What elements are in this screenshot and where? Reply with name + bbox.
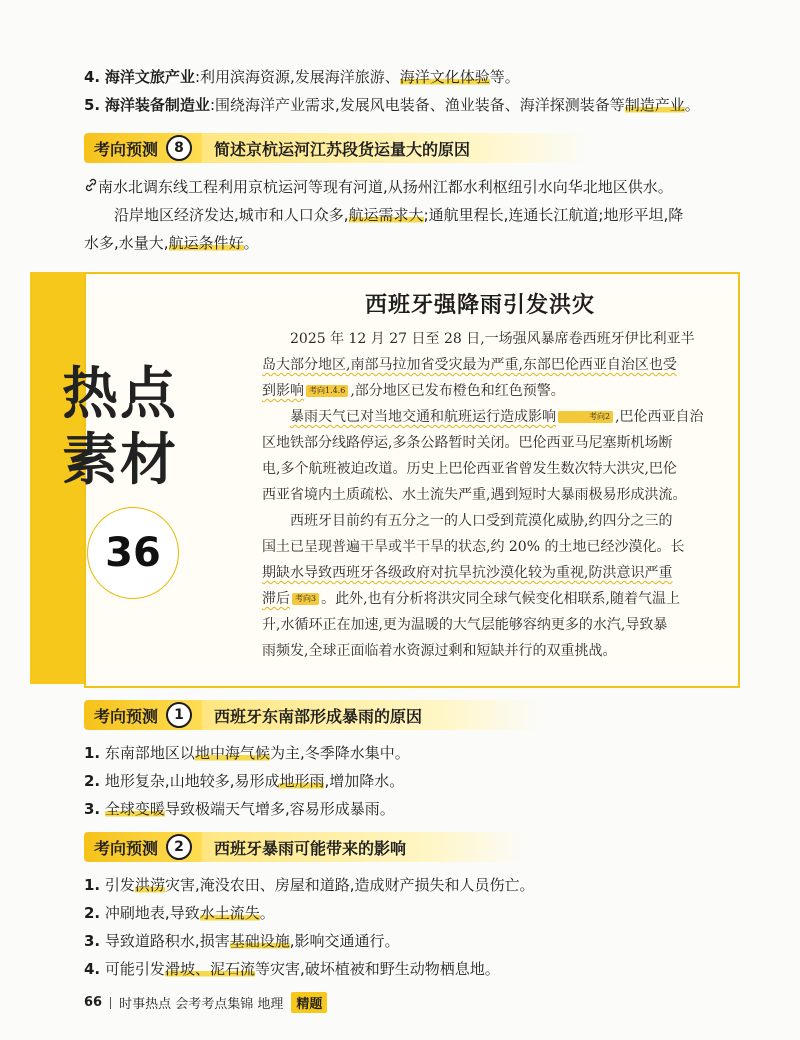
hot-line: 。此外,也有分析将洪灾同全球气候变化相联系,随着气温上: [321, 591, 680, 607]
item-4-colon: :: [194, 68, 200, 86]
item-5-highlight: 制造产业: [624, 96, 685, 114]
hot-line: ,巴伦西亚自治: [615, 409, 704, 425]
hot-material-label: [62, 362, 192, 494]
list-item-highlight: 滑坡、泥石流: [164, 960, 255, 978]
item-4: [84, 66, 740, 88]
list-item-highlight: 基础设施: [229, 932, 290, 950]
pred8-para-1: [114, 204, 740, 226]
page-number: 66: [84, 995, 103, 1010]
item-5-label: 海洋装备制造业: [104, 96, 210, 114]
list-item-text: 冲刷地表,导致: [104, 904, 200, 922]
hot-material-title: 西班牙强降雨引发洪灾: [364, 293, 595, 318]
prediction-tag: [84, 700, 202, 730]
footer-divider: [110, 997, 111, 1009]
list-item: [84, 902, 740, 924]
hot-line: 雨频发,全球正面临着水资源过剩和短缺并行的双重挑战。: [262, 643, 617, 659]
list-item-highlight: 地形雨: [279, 772, 325, 790]
item-4-text: 利用滨海资源,发展海洋旅游、: [200, 68, 400, 86]
hot-para-3f: [262, 638, 714, 664]
list-item-num: 2.: [84, 772, 101, 790]
list-item-text: 导致道路积水,损害: [104, 932, 230, 950]
list-item: [84, 742, 740, 764]
hot-para-3: [262, 508, 714, 534]
prediction-tag: [84, 832, 202, 862]
hot-material-number: 36: [88, 508, 178, 598]
hot-para-2d: [262, 482, 714, 508]
list-item: [84, 798, 740, 820]
prediction-title: 西班牙东南部形成暴雨的原因: [202, 700, 542, 730]
pred8-highlight-2: 航运条件好: [168, 234, 244, 252]
item-5-num: 5.: [84, 96, 101, 114]
prediction-tag-label: 考向预测: [94, 139, 159, 159]
link-icon: [84, 176, 98, 198]
prediction-tag-label: 考向预测: [94, 838, 159, 858]
list-item: [84, 930, 740, 952]
pred8-para-2: [84, 232, 740, 254]
hot-label-line1: 热点: [62, 362, 178, 427]
list-item-text: ,增加降水。: [324, 772, 405, 790]
item-5: [84, 94, 740, 116]
pred8-para-2a: 水多,水量大,: [84, 234, 169, 252]
list-item-text: ,影响交通通行。: [289, 932, 400, 950]
prediction-tag: [84, 133, 202, 163]
pred8-highlight-1: 航运需求大: [348, 206, 424, 224]
hot-line: 到影响: [262, 383, 304, 399]
list-item-text: 灾害,淹没农田、房屋和道路,造成财产损失和人员伤亡。: [164, 876, 535, 894]
list-item-highlight: 洪涝: [134, 876, 165, 894]
pred8-para-1a: 沿岸地区经济发达,城市和人口众多,: [114, 206, 349, 224]
hot-para-2: [262, 404, 714, 430]
item-4-highlight: 海洋文化体验: [399, 68, 490, 86]
list-item-num: 1.: [84, 744, 101, 762]
list-item-num: 2.: [84, 904, 101, 922]
pred8-note: [84, 176, 740, 198]
hot-line: 暴雨天气已对当地交通和航班运行造成影响: [290, 409, 556, 425]
pred8-para-2b: 。: [243, 234, 259, 252]
edition-badge: 精题: [291, 992, 327, 1013]
hot-para-2b: [262, 430, 714, 456]
list-item-text: 为主,冬季降水集中。: [269, 744, 410, 762]
list-item-text: 等灾害,破坏植被和野生动物栖息地。: [254, 960, 500, 978]
pred8-note-text: 南水北调东线工程利用京杭运河等现有河道,从扬州江都水利枢纽引水向华北地区供水。: [98, 178, 673, 196]
list-item: [84, 874, 740, 896]
page-footer: [84, 992, 327, 1013]
reference-tag: 考向1.4.6: [306, 385, 348, 397]
hot-para-3d: [262, 586, 714, 612]
item-5-tail: 。: [684, 96, 700, 114]
item-4-label: 海洋文旅产业: [104, 68, 195, 86]
item-4-num: 4.: [84, 68, 101, 86]
list-item-text: 。: [259, 904, 275, 922]
hot-line: 西亚省境内土质疏松、水土流失严重,遇到短时大暴雨极易形成洪流。: [262, 487, 687, 503]
hot-para-3e: [262, 612, 714, 638]
book-title: 时事热点 会考考点集锦 地理: [119, 997, 284, 1012]
reference-tag: 考向2: [558, 411, 613, 423]
list-item-highlight: 全球变暖: [104, 800, 165, 818]
item-5-colon: :: [209, 96, 215, 114]
item-4-tail: 等。: [489, 68, 520, 86]
hot-para-1c: [262, 378, 714, 404]
prediction-number: 1: [166, 702, 192, 728]
hot-line: 西班牙目前约有五分之一的人口受到荒漠化威胁,约四分之三的: [290, 513, 673, 529]
hot-para-1: [262, 326, 714, 352]
list-item-num: 3.: [84, 800, 101, 818]
hot-line: 升,水循环正在加速,更为温暖的大气层能够容纳更多的水汽,导致暴: [262, 617, 668, 633]
prediction-1-header: [84, 700, 542, 730]
hot-para-2c: [262, 456, 714, 482]
hot-line: 国土已呈现普遍干旱或半干旱的状态,约 20% 的土地已经沙漠化。长: [262, 539, 685, 555]
list-item-text: 地形复杂,山地较多,易形成: [104, 772, 280, 790]
prediction-title: 西班牙暴雨可能带来的影响: [202, 832, 526, 862]
list-item-num: 3.: [84, 932, 101, 950]
prediction-tag-label: 考向预测: [94, 706, 159, 726]
prediction-title: 简述京杭运河江苏段货运量大的原因: [202, 133, 590, 163]
hot-line: ,部分地区已发布橙色和红色预警。: [350, 383, 565, 399]
list-item-highlight: 水土流失: [199, 904, 260, 922]
pred8-para-1b: ;通航里程长,连通长江航道;地形平坦,降: [423, 206, 684, 224]
hot-line: 岛大部分地区,南部马拉加省受灾最为严重,东部巴伦西亚自治区也受: [262, 357, 677, 373]
prediction-number: 8: [166, 135, 192, 161]
hot-label-line2: 素材: [62, 428, 178, 493]
reference-tag: 考向3: [292, 593, 319, 605]
hot-para-1b: [262, 352, 714, 378]
hot-line: 2025 年 12 月 27 日至 28 日,一场强风暴席卷西班牙伊比利亚半: [290, 331, 695, 347]
item-5-text: 围绕海洋产业需求,发展风电装备、渔业装备、海洋探测装备等: [215, 96, 625, 114]
list-item-highlight: 地中海气候: [194, 744, 270, 762]
hot-para-3b: [262, 534, 714, 560]
hot-line: 电,多个航班被迫改道。历史上巴伦西亚省曾发生数次特大洪灾,巴伦: [262, 461, 677, 477]
list-item: [84, 770, 740, 792]
list-item: [84, 958, 740, 980]
hot-line: 滞后: [262, 591, 290, 607]
hot-line: 区地铁部分线路停运,多条公路暂时关闭。巴伦西亚马尼塞斯机场断: [262, 435, 673, 451]
hot-line: 期缺水导致西班牙各级政府对抗旱抗沙漠化较为重视,防洪意识严重: [262, 565, 673, 581]
hot-para-3c: [262, 560, 714, 586]
prediction-2-header: [84, 832, 526, 862]
list-item-num: 1.: [84, 876, 101, 894]
list-item-text: 导致极端天气增多,容易形成暴雨。: [164, 800, 395, 818]
prediction-8-header: [84, 133, 590, 163]
list-item-text: 引发: [104, 876, 135, 894]
list-item-num: 4.: [84, 960, 101, 978]
prediction-number: 2: [166, 834, 192, 860]
list-item-text: 东南部地区以: [104, 744, 195, 762]
list-item-text: 可能引发: [104, 960, 165, 978]
